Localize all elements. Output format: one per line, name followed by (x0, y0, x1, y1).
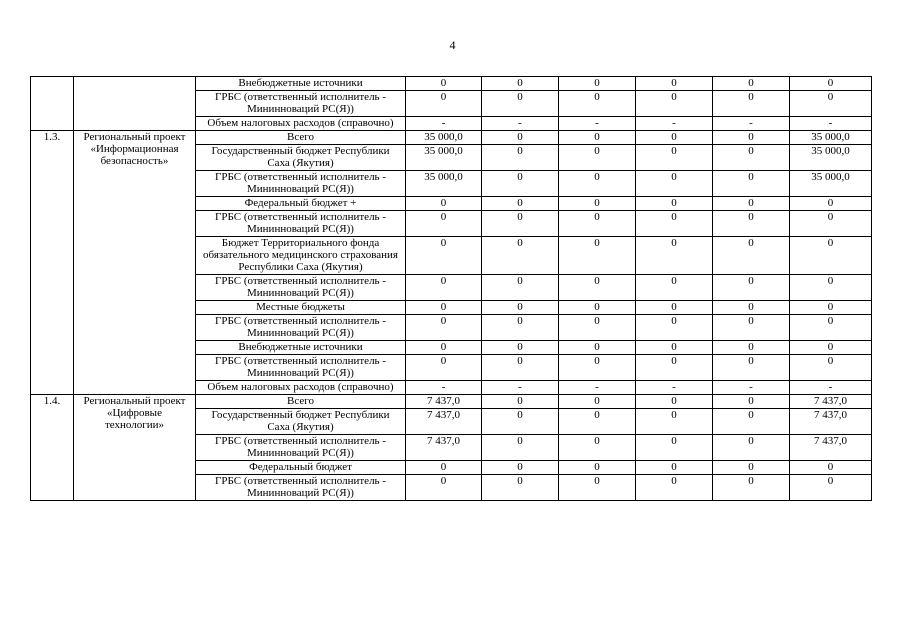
funding-source-cell: Всего (196, 395, 406, 409)
value-cell-1: 0 (406, 355, 482, 381)
value-cell-1: 35 000,0 (406, 131, 482, 145)
value-cell-3: 0 (559, 341, 636, 355)
value-cell-1: 0 (406, 197, 482, 211)
value-cell-2: 0 (482, 77, 559, 91)
funding-source-cell: ГРБС (ответственный исполнитель - Мининноваций РС(Я)) (196, 315, 406, 341)
value-cell-2: 0 (482, 131, 559, 145)
value-cell-5: 0 (713, 197, 790, 211)
value-cell-5: 0 (713, 275, 790, 301)
value-cell-4: 0 (636, 475, 713, 501)
value-cell-4: 0 (636, 211, 713, 237)
value-cell-1: 0 (406, 475, 482, 501)
value-cell-2: - (482, 381, 559, 395)
value-cell-2: 0 (482, 355, 559, 381)
value-cell-5: 0 (713, 145, 790, 171)
value-cell-5: 0 (713, 237, 790, 275)
value-cell-3: 0 (559, 91, 636, 117)
value-cell-4: 0 (636, 197, 713, 211)
value-cell-2: 0 (482, 315, 559, 341)
value-cell-4: 0 (636, 315, 713, 341)
value-cell-3: 0 (559, 237, 636, 275)
item-number-cell: 1.3. (31, 131, 74, 395)
value-cell-3: 0 (559, 301, 636, 315)
value-cell-3: 0 (559, 461, 636, 475)
value-cell-4: 0 (636, 131, 713, 145)
value-cell-1: 7 437,0 (406, 395, 482, 409)
value-cell-1: 0 (406, 461, 482, 475)
value-cell-3: 0 (559, 275, 636, 301)
value-cell-6: 0 (790, 77, 872, 91)
value-cell-6: 0 (790, 475, 872, 501)
table-row (31, 395, 872, 409)
funding-source-cell: ГРБС (ответственный исполнитель - Мининноваций РС(Я)) (196, 171, 406, 197)
value-cell-5: 0 (713, 435, 790, 461)
value-cell-1: 7 437,0 (406, 409, 482, 435)
funding-source-cell: Внебюджетные источники (196, 77, 406, 91)
value-cell-4: 0 (636, 275, 713, 301)
value-cell-1: 0 (406, 341, 482, 355)
value-cell-4: 0 (636, 409, 713, 435)
project-name-cell: Региональный проект «Цифровые технологии» (74, 395, 196, 501)
value-cell-1: 0 (406, 211, 482, 237)
value-cell-3: 0 (559, 475, 636, 501)
value-cell-3: 0 (559, 197, 636, 211)
project-name-cell: Региональный проект «Информационная безопасность» (74, 131, 196, 395)
funding-source-cell: Всего (196, 131, 406, 145)
funding-source-cell: Государственный бюджет Республики Саха (Якутия) (196, 409, 406, 435)
value-cell-1: 0 (406, 275, 482, 301)
value-cell-6: 35 000,0 (790, 145, 872, 171)
value-cell-4: 0 (636, 77, 713, 91)
value-cell-1: 0 (406, 77, 482, 91)
value-cell-1: 0 (406, 315, 482, 341)
funding-source-cell: Объем налоговых расходов (справочно) (196, 381, 406, 395)
table-row (31, 77, 872, 91)
value-cell-3: 0 (559, 395, 636, 409)
value-cell-4: 0 (636, 435, 713, 461)
value-cell-3: 0 (559, 145, 636, 171)
budget-table (30, 76, 872, 501)
value-cell-6: 0 (790, 315, 872, 341)
value-cell-3: 0 (559, 409, 636, 435)
value-cell-3: - (559, 381, 636, 395)
value-cell-2: 0 (482, 475, 559, 501)
funding-source-cell: Внебюджетные источники (196, 341, 406, 355)
value-cell-1: 0 (406, 301, 482, 315)
value-cell-5: 0 (713, 171, 790, 197)
value-cell-4: 0 (636, 171, 713, 197)
value-cell-5: 0 (713, 461, 790, 475)
value-cell-6: 0 (790, 91, 872, 117)
value-cell-1: - (406, 381, 482, 395)
value-cell-4: - (636, 381, 713, 395)
value-cell-3: 0 (559, 211, 636, 237)
value-cell-6: 0 (790, 197, 872, 211)
value-cell-2: 0 (482, 301, 559, 315)
funding-source-cell: Государственный бюджет Республики Саха (Якутия) (196, 145, 406, 171)
funding-source-cell: Федеральный бюджет (196, 461, 406, 475)
value-cell-4: 0 (636, 237, 713, 275)
value-cell-6: - (790, 381, 872, 395)
value-cell-4: 0 (636, 301, 713, 315)
value-cell-1: 35 000,0 (406, 171, 482, 197)
funding-source-cell: Местные бюджеты (196, 301, 406, 315)
value-cell-6: 7 437,0 (790, 435, 872, 461)
value-cell-6: 35 000,0 (790, 131, 872, 145)
value-cell-4: 0 (636, 145, 713, 171)
value-cell-1: 7 437,0 (406, 435, 482, 461)
table-row (31, 131, 872, 145)
funding-source-cell: ГРБС (ответственный исполнитель - Мининноваций РС(Я)) (196, 211, 406, 237)
value-cell-2: 0 (482, 461, 559, 475)
value-cell-5: 0 (713, 77, 790, 91)
funding-source-cell: ГРБС (ответственный исполнитель - Мининноваций РС(Я)) (196, 91, 406, 117)
value-cell-4: 0 (636, 91, 713, 117)
value-cell-6: 0 (790, 341, 872, 355)
value-cell-1: 0 (406, 91, 482, 117)
value-cell-2: 0 (482, 211, 559, 237)
value-cell-5: 0 (713, 355, 790, 381)
funding-source-cell: ГРБС (ответственный исполнитель - Мининноваций РС(Я)) (196, 355, 406, 381)
item-number-cell (31, 77, 74, 131)
value-cell-2: 0 (482, 435, 559, 461)
value-cell-2: 0 (482, 409, 559, 435)
value-cell-2: 0 (482, 395, 559, 409)
value-cell-1: 35 000,0 (406, 145, 482, 171)
value-cell-6: 0 (790, 355, 872, 381)
value-cell-2: 0 (482, 275, 559, 301)
value-cell-3: 0 (559, 315, 636, 341)
value-cell-6: 7 437,0 (790, 395, 872, 409)
value-cell-4: 0 (636, 355, 713, 381)
value-cell-4: 0 (636, 341, 713, 355)
project-name-cell (74, 77, 196, 131)
value-cell-6: 35 000,0 (790, 171, 872, 197)
value-cell-6: 0 (790, 461, 872, 475)
funding-source-cell: ГРБС (ответственный исполнитель - Мининноваций РС(Я)) (196, 475, 406, 501)
value-cell-5: 0 (713, 301, 790, 315)
page-number: 4 (449, 38, 456, 52)
value-cell-2: 0 (482, 171, 559, 197)
value-cell-5: 0 (713, 131, 790, 145)
budget-table-body (31, 77, 872, 501)
value-cell-3: 0 (559, 435, 636, 461)
value-cell-6: 0 (790, 275, 872, 301)
value-cell-2: 0 (482, 341, 559, 355)
value-cell-5: 0 (713, 475, 790, 501)
value-cell-6: 0 (790, 301, 872, 315)
value-cell-5: 0 (713, 395, 790, 409)
value-cell-5: - (713, 117, 790, 131)
funding-source-cell: Федеральный бюджет + (196, 197, 406, 211)
value-cell-5: 0 (713, 341, 790, 355)
value-cell-3: - (559, 117, 636, 131)
funding-source-cell: Объем налоговых расходов (справочно) (196, 117, 406, 131)
value-cell-1: 0 (406, 237, 482, 275)
funding-source-cell: ГРБС (ответственный исполнитель - Мининноваций РС(Я)) (196, 275, 406, 301)
value-cell-6: 0 (790, 211, 872, 237)
value-cell-6: 7 437,0 (790, 409, 872, 435)
value-cell-2: - (482, 117, 559, 131)
value-cell-5: 0 (713, 315, 790, 341)
value-cell-2: 0 (482, 237, 559, 275)
value-cell-3: 0 (559, 77, 636, 91)
funding-source-cell: Бюджет Территориального фонда обязательного медицинского страхования Республики Саха (Якутия) (196, 237, 406, 275)
value-cell-3: 0 (559, 355, 636, 381)
value-cell-6: - (790, 117, 872, 131)
value-cell-6: 0 (790, 237, 872, 275)
value-cell-1: - (406, 117, 482, 131)
value-cell-2: 0 (482, 91, 559, 117)
funding-source-cell: ГРБС (ответственный исполнитель - Мининноваций РС(Я)) (196, 435, 406, 461)
value-cell-4: 0 (636, 461, 713, 475)
value-cell-5: 0 (713, 409, 790, 435)
value-cell-5: - (713, 381, 790, 395)
value-cell-4: - (636, 117, 713, 131)
value-cell-3: 0 (559, 131, 636, 145)
value-cell-3: 0 (559, 171, 636, 197)
value-cell-2: 0 (482, 145, 559, 171)
value-cell-5: 0 (713, 91, 790, 117)
value-cell-4: 0 (636, 395, 713, 409)
item-number-cell: 1.4. (31, 395, 74, 501)
value-cell-5: 0 (713, 211, 790, 237)
value-cell-2: 0 (482, 197, 559, 211)
